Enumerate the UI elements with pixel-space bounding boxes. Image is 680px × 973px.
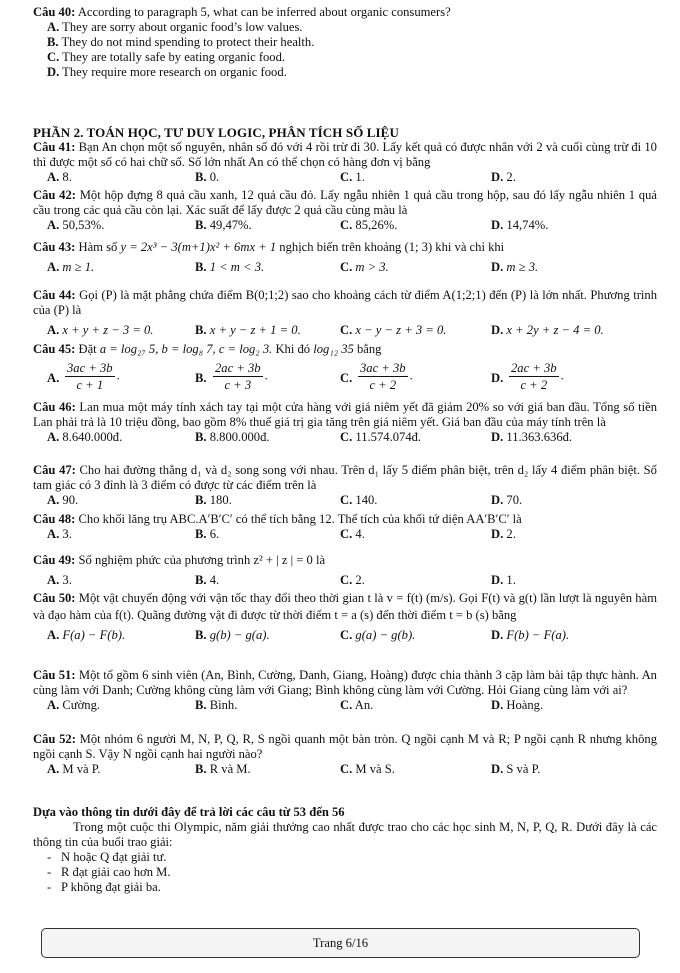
question-text: Hàm số — [78, 240, 118, 254]
info-block — [33, 820, 657, 895]
option-b: B. R và M. — [195, 762, 251, 776]
option-d: D. 2. — [491, 170, 516, 184]
question-43 — [33, 240, 657, 275]
option-a: A. 3. — [47, 527, 72, 541]
options-row — [33, 698, 657, 713]
option-d — [33, 65, 657, 80]
section-title: PHẦN 2. TOÁN HỌC, TƯ DUY LOGIC, PHÂN TÍCH SỐ LIỆU — [33, 125, 399, 140]
option-a: A. x + y + z − 3 = 0. — [47, 323, 154, 337]
option-c: C. 1. — [340, 170, 365, 184]
question-number: Câu 52: — [33, 732, 76, 746]
options-row — [33, 430, 657, 445]
question-text: Gọi (P) là mặt phẳng chứa điểm B(0;1;2) sao cho khoảng cách từ điểm A(1;2;1) đến (P) là lớn nhất. Phương trình của (P) là — [33, 288, 658, 317]
option-c: C. 2. — [340, 573, 365, 587]
question-text: nghịch biến trên khoảng (1; 3) khi và chỉ khi — [279, 240, 505, 254]
question-text: Cho hai đường thẳng d₁ và d₂ song song với nhau. Trên d₁ lấy 5 điểm phân biệt, trên d₂ lấy 4 điểm phân biệt. Số tam giác có 3 đỉnh là 3 điểm có được từ các điểm trên là — [33, 463, 657, 492]
question-text: Bạn An chọn một số nguyên, nhân số đó với 4 rồi trừ đi 30. Lấy kết quả có được nhân với 2 và cuối cùng trừ đi 10 thì được một số có hai chữ số. Số lớn nhất An có thể chọn có hàng đơn vị bằng — [33, 140, 657, 169]
option-d: D. m ≥ 3. — [491, 260, 539, 274]
option-c: C. g(a) − g(b). — [340, 628, 416, 642]
question-number: Câu 40: — [33, 5, 76, 19]
option-label: B. — [195, 371, 207, 385]
option-b: B. g(b) − g(a). — [195, 628, 270, 642]
option-c: C. 140. — [340, 493, 378, 507]
info-title: Dựa vào thông tin dưới đây để trả lời các câu từ 53 đến 56 — [33, 805, 345, 819]
info-bullet: - N hoặc Q đạt giải tư. — [47, 850, 167, 864]
option-c: C. 85,26%. — [340, 218, 398, 232]
question-41 — [33, 140, 657, 185]
option-b: B. 0. — [195, 170, 220, 184]
question-text: Đặt — [78, 342, 97, 356]
question-text: According to paragraph 5, what can be inferred about organic consumers? — [77, 5, 451, 19]
question-number: Câu 44: — [33, 288, 76, 302]
question-42 — [33, 188, 657, 233]
question-number: Câu 50: — [33, 591, 76, 605]
question-text: Lan mua một máy tính xách tay tại một cửa hàng với giá niêm yết đã giảm 20% so với giá ban đầu. Tổng số tiền Lan phải trả là 10 triệu đồng, bao gồm 8% thuế giá trị gia tăng trên giá niêm yết. Giá ban đầu của máy tính trên là — [33, 400, 657, 429]
option-label: A. — [47, 20, 60, 34]
question-number: Câu 46: — [33, 400, 76, 414]
question-number: Câu 51: — [33, 668, 76, 682]
question-44 — [33, 288, 657, 338]
options-row — [33, 170, 657, 185]
question-text: Một vật chuyển động với vận tốc thay đổi theo thời gian t là v = f(t) (m/s). Gọi F(t) và g(t) lần lượt là nguyên hàm và đạo hàm của f(t). Quãng đường vật đi được từ thời điểm t = a (s) đến thời điểm t = b (s) bằng — [33, 591, 657, 622]
options-row — [33, 573, 657, 588]
question-48 — [33, 512, 657, 542]
question-51 — [33, 668, 657, 713]
option-c: $\frac{3ac + 3b}{c + 2}$ . — [360, 361, 413, 392]
option-d: D. F(b) − F(a). — [491, 628, 570, 642]
page-number: Trang 6/16 — [312, 935, 369, 950]
option-a: A. 50,53%. — [47, 218, 105, 232]
question-number: Câu 49: — [33, 553, 76, 567]
option-d: D. 70. — [491, 493, 523, 507]
option-b — [33, 35, 657, 50]
option-b: B. 8.800.000đ. — [195, 430, 270, 444]
question-number: Câu 47: — [33, 463, 76, 477]
question-50 — [33, 590, 657, 643]
question-40-stem — [33, 5, 657, 20]
options-row — [33, 628, 657, 643]
question-number: Câu 45: — [33, 342, 76, 356]
option-d: D. x + 2y + z − 4 = 0. — [491, 323, 604, 337]
options-row — [33, 260, 657, 275]
question-text: Một hộp đựng 8 quả cầu xanh, 12 quả cầu đỏ. Lấy ngẫu nhiên 1 quả cầu trong hộp, sau đó lấy ngẫu nhiên 1 quả cầu trong các quả cầu còn lại. Xác suất để lấy được 2 quả cầu cùng màu là — [33, 188, 657, 217]
option-d: D. 1. — [491, 573, 516, 587]
option-b: B. x + y − z + 1 = 0. — [195, 323, 301, 337]
question-49 — [33, 553, 657, 588]
option-c: C. x − y − z + 3 = 0. — [340, 323, 447, 337]
option-a: A. 3. — [47, 573, 72, 587]
option-a: A. 8.640.000đ. — [47, 430, 123, 444]
question-text: Một tổ gồm 6 sinh viên (An, Bình, Cường, Danh, Giang, Hoàng) được chia thành 3 cặp làm bài tập thực hành. An cùng làm với Danh; Cường không cùng làm với Giang; Bình không cùng làm với Cường. Hỏi Giang cùng làm với ai? — [33, 668, 657, 697]
option-b: B. 4. — [195, 573, 220, 587]
option-d: D. 14,74%. — [491, 218, 549, 232]
option-text: They are sorry about organic food’s low values. — [62, 20, 303, 34]
question-46 — [33, 400, 657, 445]
option-d: D. Hoàng. — [491, 698, 544, 712]
question-number: Câu 43: — [33, 240, 76, 254]
option-label: D. — [47, 65, 60, 79]
question-number: Câu 42: — [33, 188, 76, 202]
option-label: A. — [47, 371, 60, 385]
options-row — [33, 218, 657, 233]
formula: a = log₂₇ 5, b = log₈ 7, c = log₂ 3. — [99, 342, 273, 356]
question-52 — [33, 732, 657, 777]
options-row — [33, 360, 657, 398]
options-row — [33, 493, 657, 508]
question-text: Một nhóm 6 người M, N, P, Q, R, S ngồi quanh một bàn tròn. Q ngồi cạnh M và R; P ngồi cạnh R nhưng không ngồi cạnh S. Vậy N ngồi cạnh hai người nào? — [33, 732, 657, 761]
options-row — [33, 762, 657, 777]
option-d: D. 11.363.636đ. — [491, 430, 573, 444]
option-b: B. 6. — [195, 527, 220, 541]
question-text: bằng — [357, 342, 382, 356]
option-c: C. m > 3. — [340, 260, 389, 274]
question-40 — [33, 5, 657, 80]
question-45 — [33, 342, 657, 398]
option-b: B. 49,47%. — [195, 218, 252, 232]
option-a: $\frac{3ac + 3b}{c + 1}$ . — [67, 361, 120, 392]
option-text: They do not mind spending to protect their health. — [61, 35, 315, 49]
option-c: C. 4. — [340, 527, 365, 541]
option-c: C. M và S. — [340, 762, 395, 776]
options-row — [33, 527, 657, 542]
option-a: A. m ≥ 1. — [47, 260, 95, 274]
option-a: A. Cường. — [47, 698, 101, 712]
option-c: C. 11.574.074đ. — [340, 430, 422, 444]
option-a: A. 90. — [47, 493, 79, 507]
option-d: $\frac{2ac + 3b}{c + 2}$ . — [511, 361, 564, 392]
question-number: Câu 41: — [33, 140, 76, 154]
option-label: C. — [340, 371, 353, 385]
question-text: Khi đó — [275, 342, 311, 356]
option-label: D. — [491, 371, 504, 385]
option-text: They require more research on organic food. — [62, 65, 287, 79]
option-label: C. — [47, 50, 60, 64]
info-bullet: - P không đạt giải ba. — [47, 880, 161, 894]
formula: log₁₂ 35 — [313, 342, 354, 356]
info-bullet: - R đạt giải cao hơn M. — [47, 865, 171, 879]
option-label: B. — [47, 35, 59, 49]
option-c — [33, 50, 657, 65]
option-text: They are totally safe by eating organic food. — [62, 50, 286, 64]
formula: y = 2x³ − 3(m+1)x² + 6mx + 1 — [120, 240, 277, 254]
question-number: Câu 48: — [33, 512, 76, 526]
question-text: Cho khối lăng trụ ABC.A′B′C′ có thể tích bằng 12. Thể tích của khối tứ diện AA′B′C′ là — [78, 512, 522, 526]
option-d: D. 2. — [491, 527, 516, 541]
option-b: $\frac{2ac + 3b}{c + 3}$ . — [215, 361, 268, 392]
options-row — [33, 323, 657, 338]
option-b: B. Bình. — [195, 698, 238, 712]
option-b: B. 1 < m < 3. — [195, 260, 265, 274]
info-intro: Trong một cuộc thi Olympic, năm giải thưởng cao nhất được trao cho các học sinh M, N, P, Q, R. Dưới đây là các thông tin của buổi trao giải: — [33, 820, 657, 849]
question-text: Số nghiệm phức của phương trình z² + | z | = 0 là — [78, 553, 326, 567]
option-d: D. S và P. — [491, 762, 541, 776]
option-a: A. 8. — [47, 170, 72, 184]
question-47 — [33, 463, 657, 508]
option-a — [33, 20, 657, 35]
option-b: B. 180. — [195, 493, 232, 507]
option-a: A. M và P. — [47, 762, 101, 776]
option-a: A. F(a) − F(b). — [47, 628, 126, 642]
page-footer — [41, 928, 640, 958]
option-c: C. An. — [340, 698, 374, 712]
